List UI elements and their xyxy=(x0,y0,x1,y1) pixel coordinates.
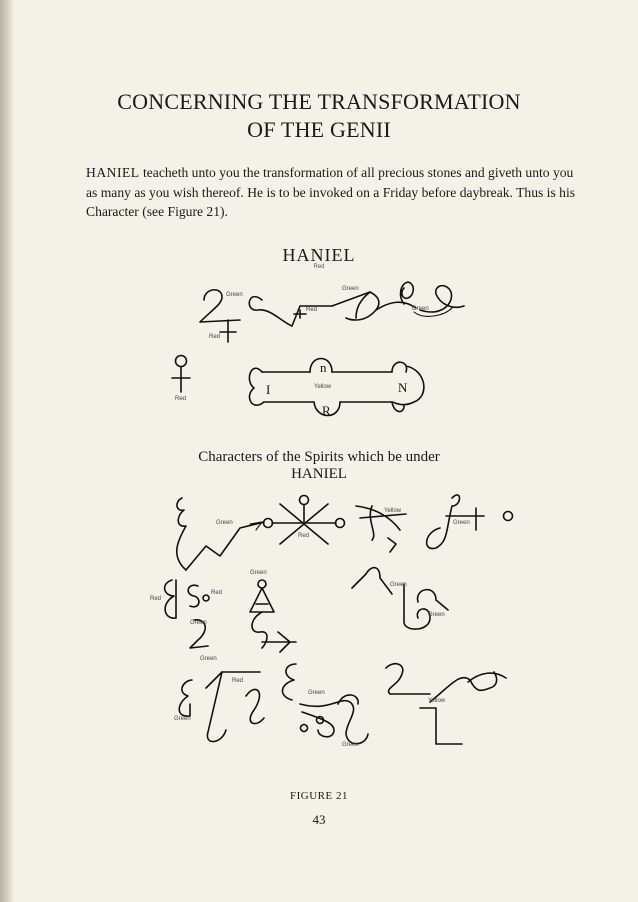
spirit-label-green-4: Green xyxy=(200,656,217,662)
seal-title-note: Red xyxy=(313,264,325,270)
seal-letter-n: N xyxy=(398,380,408,395)
chapter-title-line-2: OF THE GENII xyxy=(247,117,391,142)
spirit-label-green-5: Green xyxy=(250,570,267,576)
haniel-seal-upper-row xyxy=(200,282,464,342)
haniel-seal-lower-row xyxy=(172,356,424,419)
spirits-caption-line-2: HANIEL xyxy=(291,466,347,482)
seal-title: HANIEL xyxy=(282,245,356,265)
spirit-name: HANIEL xyxy=(86,165,140,180)
page-number: 43 xyxy=(312,812,326,827)
seal-letter-n-top: n xyxy=(320,360,327,375)
seal-label-green-right: Green xyxy=(412,306,429,312)
spirits-row-2 xyxy=(150,568,448,662)
spirit-label-green-9: Green xyxy=(308,690,325,696)
spirits-row-3 xyxy=(174,664,506,748)
spirit-label-yellow-2: Yellow xyxy=(428,698,446,704)
spirit-label-green-6: Green xyxy=(390,582,407,588)
spirit-label-green-1: Green xyxy=(216,520,233,526)
spirit-label-green-7: Green xyxy=(428,612,445,618)
spirit-label-red-2: Red xyxy=(150,596,162,602)
seal-label-green-left: Green xyxy=(226,292,243,298)
spirits-row-1 xyxy=(177,495,513,570)
spirit-label-green-10: Green xyxy=(342,742,359,748)
spirit-label-green-2: Green xyxy=(453,520,470,526)
seal-letter-r: R xyxy=(322,403,331,418)
chapter-title-line-1: CONCERNING THE TRANSFORMATION xyxy=(117,89,521,114)
seal-label-red-left-glyph: Red xyxy=(175,396,187,402)
spirit-label-red-1: Red xyxy=(298,533,310,539)
seal-label-red-bottom: Red xyxy=(209,334,221,340)
spirit-label-red-4: Red xyxy=(232,678,244,684)
seal-letter-i: I xyxy=(266,382,271,397)
spirit-label-yellow-1: Yellow xyxy=(384,508,402,514)
seal-label-green-top: Green xyxy=(342,286,359,292)
seal-label-red-small: Red xyxy=(306,307,318,313)
spirit-label-green-8: Green xyxy=(174,716,191,722)
spirit-label-green-3: Green xyxy=(190,620,207,626)
paragraph-body: teacheth unto you the transformation of all precious stones and giveth unto you as many as you wish thereof. He is to be invoked on a Friday before daybreak. Thus is his Character (see Figure 21). xyxy=(86,165,576,219)
seal-label-yellow: Yellow xyxy=(314,384,332,390)
figure-label: FIGURE 21 xyxy=(290,790,348,802)
spirits-caption-line-1: Characters of the Spirits which be under xyxy=(198,449,440,465)
spirit-label-red-3: Red xyxy=(211,590,223,596)
